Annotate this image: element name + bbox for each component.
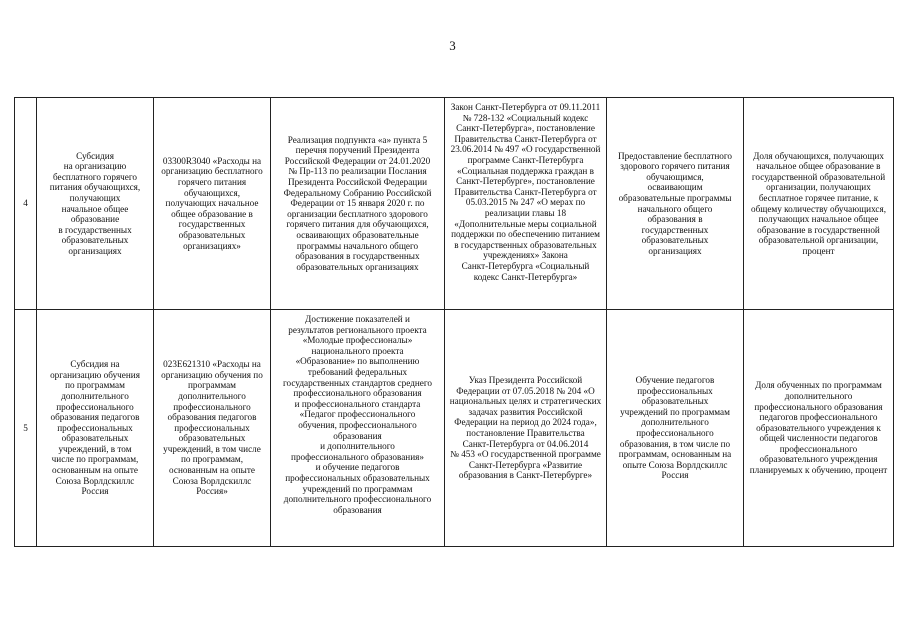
table-row <box>15 98 894 310</box>
subsidy-name-cell: Субсидия на организацию обучения по программам дополнительного профессионального образования педагогов профессиональных образовательных учреждений, в том числе по программам, основанным на опыте Союза Ворлдскиллс Россия <box>37 310 154 547</box>
purpose-cell: Реализация подпункта «а» пункта 5 перечня поручений Президента Российской Федерации от 24.01.2020 № Пр-113 по реализации Послания Президента Российской Федерации Федеральному Собранию Российской Федерации от 15 января 2020 г. по организации бесплатного здорового горячего питания для обучающихся, осваивающих образовательные программы начального общего образования в государственных образовательных организациях <box>271 98 445 310</box>
result-cell: Предоставление бесплатного здорового горячего питания обучающимся, осваивающим образовательные программы начального общего образования в государственных образовательных организациях <box>607 98 744 310</box>
row-number: 5 <box>15 310 37 547</box>
indicator-cell: Доля обученных по программам дополнительного профессионального образования педагогов профессионального образовательного учреждения к общей численности педагогов профессионального образовательного учреждения планируемых к обучению, процент <box>744 310 894 547</box>
indicator-cell: Доля обучающихся, получающих начальное общее образование в государственной образовательной организации, получающих бесплатное горячее питание, к общему количеству обучающихся, получающих начальное общее образование в государственной образовательной организации, процент <box>744 98 894 310</box>
table-row <box>15 310 894 547</box>
subsidies-table <box>14 97 894 547</box>
expense-code-cell: 023E621310 «Расходы на организацию обучения по программам дополнительного профессионального образования педагогов профессиональных образовательных учреждений, в том числе по программам, основанным на опыте Союза Ворлдскиллс Россия» <box>154 310 271 547</box>
subsidy-name-cell: Субсидия на организацию бесплатного горячего питания обучающихся, получающих начальное общее образование в государственных образовательных организациях <box>37 98 154 310</box>
legal-acts-cell: Закон Санкт-Петербурга от 09.11.2011 № 728-132 «Социальный кодекс Санкт-Петербурга», постановление Правительства Санкт-Петербурга от 23.06.2014 № 497 «О государственной программе Санкт-Петербурга «Социальная поддержка граждан в Санкт-Петербурге», постановление Правительства Санкт-Петербурга от 05.03.2015 № 247 «О мерах по реализации главы 18 «Дополнительные меры социальной поддержки по обеспечению питанием в государственных образовательных учреждениях» Закона Санкт-Петербурга «Социальный кодекс Санкт-Петербурга» <box>445 98 607 310</box>
legal-acts-cell: Указ Президента Российской Федерации от 07.05.2018 № 204 «О национальных целях и стратегических задачах развития Российской Федерации на период до 2024 года», постановление Правительства Санкт-Петербурга от 04.06.2014 № 453 «О государственной программе Санкт-Петербурга «Развитие образования в Санкт-Петербурге» <box>445 310 607 547</box>
page-number: 3 <box>449 38 456 53</box>
purpose-cell: Достижение показателей и результатов регионального проекта «Молодые профессионалы» национального проекта «Образование» по выполнению требований федеральных государственных стандартов среднего профессионального образования и профессионального стандарта «Педагог профессионального обучения, профессионального образования и дополнительного профессионального образования» и обучение педагогов профессиональных образовательных учреждений по программам дополнительного профессионального образования <box>271 310 445 547</box>
expense-code-cell: 03300R3040 «Расходы на организацию бесплатного горячего питания обучающихся, получающих начальное общее образование в государственных образовательных организациях» <box>154 98 271 310</box>
result-cell: Обучение педагогов профессиональных образовательных учреждений по программам дополнительного профессионального образования, в том числе по программам, основанным на опыте Союза Ворлдскиллс Россия <box>607 310 744 547</box>
row-number: 4 <box>15 98 37 310</box>
